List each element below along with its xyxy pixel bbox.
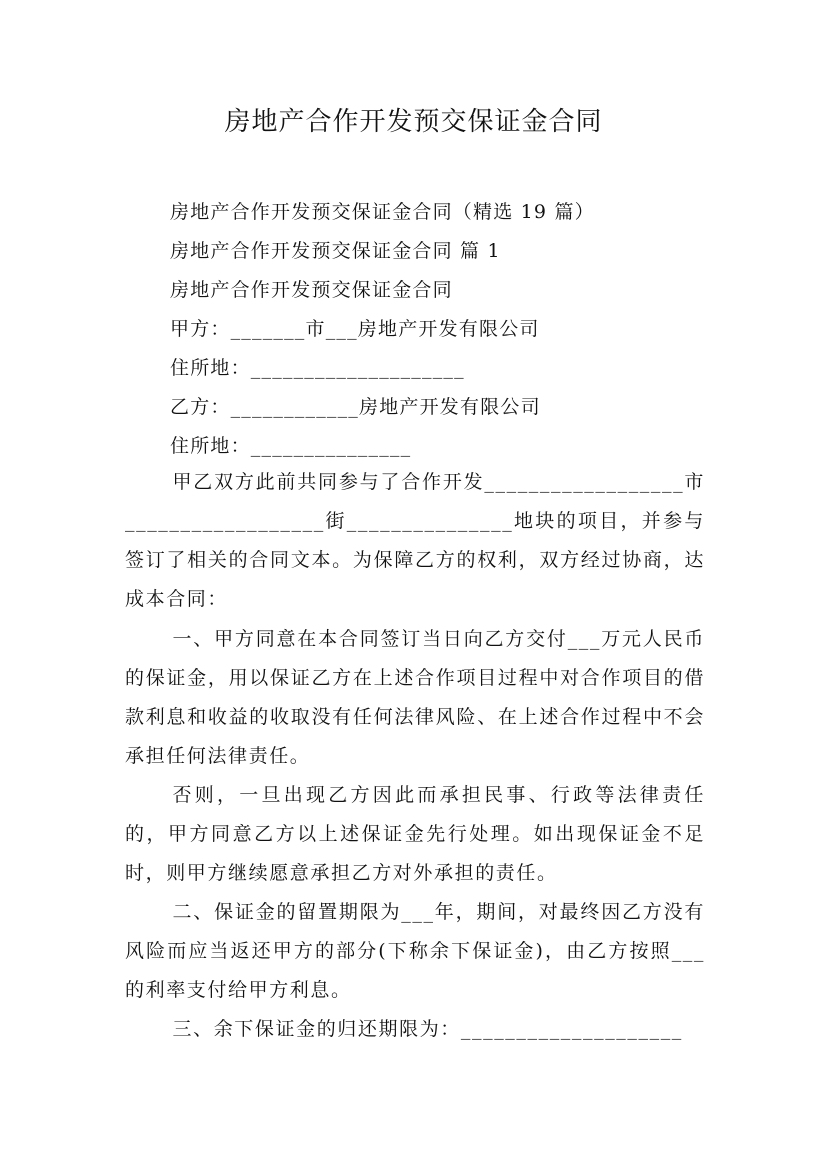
party-a-line: 甲方：_______市___房地产开发有限公司 bbox=[170, 318, 540, 340]
contract-name: 房地产合作开发预交保证金合同 bbox=[170, 279, 453, 301]
clause-3-paragraph: 三、余下保证金的归还期限为：____________________ bbox=[172, 1018, 683, 1040]
document-title: 房地产合作开发预交保证金合同 bbox=[224, 107, 603, 137]
preamble-paragraph: 甲乙双方此前共同参与了合作开发__________________市__________________街_______________地块的项目，并参与签订了相关的合同文本。为保障乙方的权利，双方经过协商，达成本合同： bbox=[125, 471, 705, 610]
clause-2-paragraph: 二、保证金的留置期限为___年，期间，对最终因乙方没有风险而应当返还甲方的部分(下称余下保证金)，由乙方按照___的利率支付给甲方利息。 bbox=[125, 901, 705, 1001]
subtitle-selection: 房地产合作开发预交保证金合同（精选 19 篇） bbox=[170, 201, 595, 223]
party-a-address-line: 住所地：____________________ bbox=[170, 357, 465, 379]
party-b-line: 乙方：____________房地产开发有限公司 bbox=[170, 396, 541, 418]
clause-1-paragraph: 一、甲方同意在本合同签订当日向乙方交付___万元人民币的保证金，用以保证乙方在上述合作项目过程中对合作项目的借款利息和收益的收取没有任何法律风险、在上述合作过程中不会承担任何法律责任。 bbox=[125, 628, 705, 767]
subtitle-part: 房地产合作开发预交保证金合同 篇 1 bbox=[170, 240, 501, 262]
clause-1-continuation-paragraph: 否则，一旦出现乙方因此而承担民事、行政等法律责任的，甲方同意乙方以上述保证金先行处理。如出现保证金不足时，则甲方继续愿意承担乙方对外承担的责任。 bbox=[125, 784, 705, 884]
party-b-address-line: 住所地：_______________ bbox=[170, 435, 412, 457]
